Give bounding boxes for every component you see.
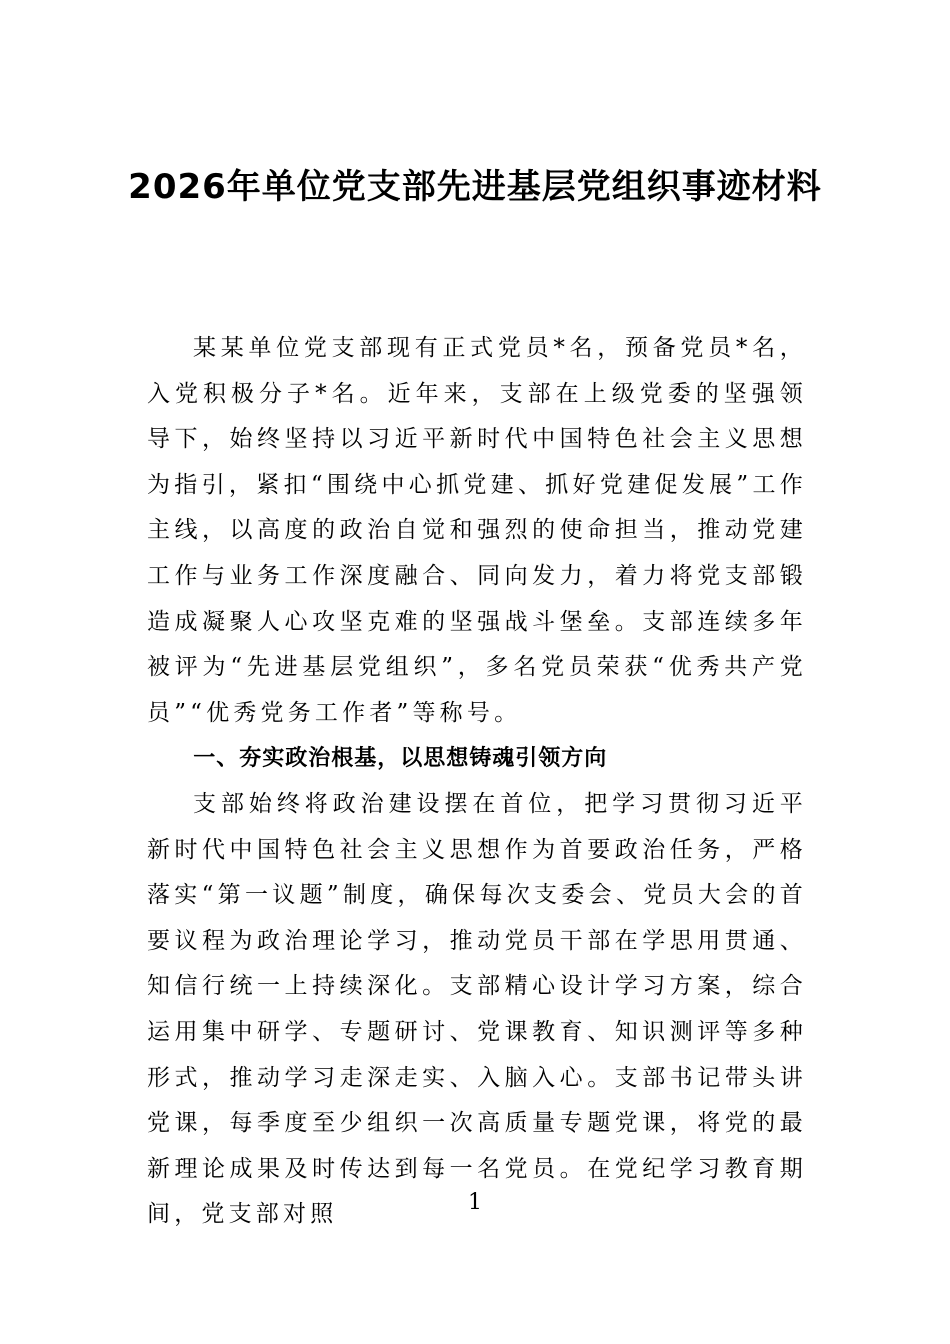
document-body [147, 326, 807, 1238]
document-title: 2026年单位党支部先进基层党组织事迹材料 [128, 167, 822, 207]
page-number: 1 [468, 1190, 482, 1215]
intro-paragraph: 某某单位党支部现有正式党员*名，预备党员*名，入党积极分子*名。近年来，支部在上级党委的坚强领导下，始终坚持以习近平新时代中国特色社会主义思想为指引，紧扣“围绕中心抓党建、抓好党建促发展”工作主线，以高度的政治自觉和强烈的使命担当，推动党建工作与业务工作深度融合、同向发力，着力将党支部锻造成凝聚人心攻坚克难的坚强战斗堡垒。支部连续多年被评为“先进基层党组织”，多名党员荣获“优秀共产党员”“优秀党务工作者”等称号。 [147, 335, 807, 726]
section-heading-1: 一、夯实政治根基，以思想铸魂引领方向 [193, 746, 608, 772]
section-paragraph-1: 支部始终将政治建设摆在首位，把学习贯彻习近平新时代中国特色社会主义思想作为首要政治任务，严格落实“第一议题”制度，确保每次支委会、党员大会的首要议程为政治理论学习，推动党员干部在学思用贯通、知信行统一上持续深化。支部精心设计学习方案，综合运用集中研学、专题研讨、党课教育、知识测评等多种形式，推动学习走深走实、入脑入心。支部书记带头讲党课，每季度至少组织一次高质量专题党课，将党的最新理论成果及时传达到每一名党员。在党纪学习教育期间，党支部对照 [147, 790, 807, 1228]
